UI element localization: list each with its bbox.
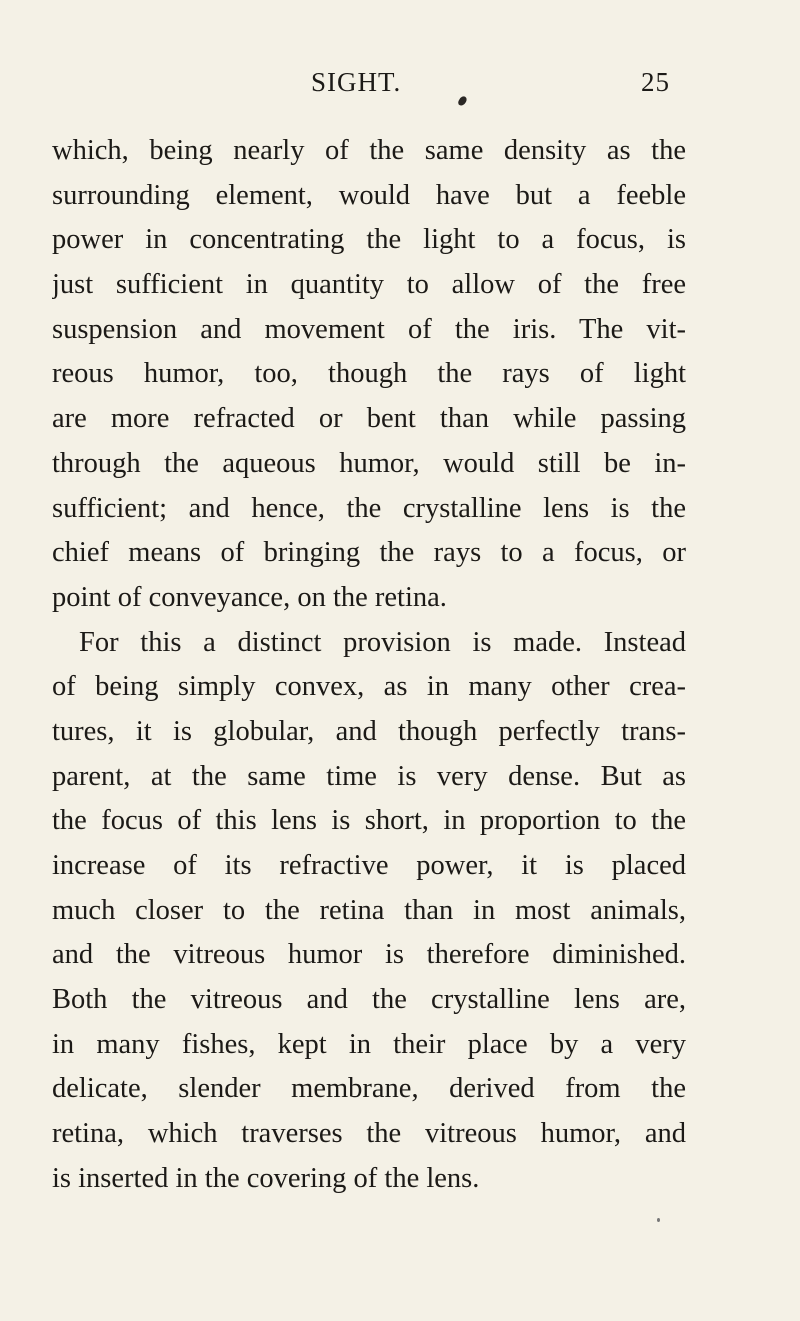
running-title: SIGHT.: [311, 67, 402, 97]
text-line: the focus of this lens is short, in proportion to the: [52, 805, 686, 837]
text-line: much closer to the retina than in most animals,: [52, 894, 686, 926]
text-line: delicate, slender membrane, derived from the: [52, 1073, 686, 1105]
text-line: Both the vitreous and the crystalline lens are,: [52, 984, 686, 1016]
text-line: retina, which traverses the vitreous humor, and: [52, 1118, 686, 1150]
text-line: reous humor, too, though the rays of light: [52, 358, 686, 390]
text-line: which, being nearly of the same density as the: [52, 135, 686, 166]
text-line: surrounding element, would have but a feeble: [52, 179, 686, 211]
text-line: parent, at the same time is very dense. But as: [52, 760, 686, 792]
text-line: just sufficient in quantity to allow of the free: [52, 269, 686, 301]
text-line: tures, it is globular, and though perfectly trans-: [52, 715, 686, 747]
text-line: is inserted in the covering of the lens.: [52, 1162, 480, 1194]
running-head: [0, 62, 800, 102]
text-line: power in concentrating the light to a focus, is: [52, 224, 686, 256]
text-line: For this a distinct provision is made. Instead: [79, 626, 686, 658]
text-line: increase of its refractive power, it is placed: [52, 850, 686, 881]
ink-speck: [657, 1218, 660, 1222]
text-line: chief means of bringing the rays to a focus, or: [52, 537, 686, 569]
body-text: [52, 129, 686, 1202]
text-line: of being simply convex, as in many other crea-: [52, 671, 686, 703]
text-line: in many fishes, kept in their place by a very: [52, 1028, 686, 1060]
text-line: through the aqueous humor, would still be in-: [52, 447, 686, 479]
page-number: 25: [641, 67, 670, 97]
text-line: are more refracted or bent than while passing: [52, 403, 686, 435]
text-line: and the vitreous humor is therefore diminished.: [52, 939, 686, 971]
text-line: suspension and movement of the iris. The vit-: [52, 313, 686, 345]
text-line: sufficient; and hence, the crystalline lens is the: [52, 492, 686, 524]
text-line: point of conveyance, on the retina.: [52, 581, 447, 613]
